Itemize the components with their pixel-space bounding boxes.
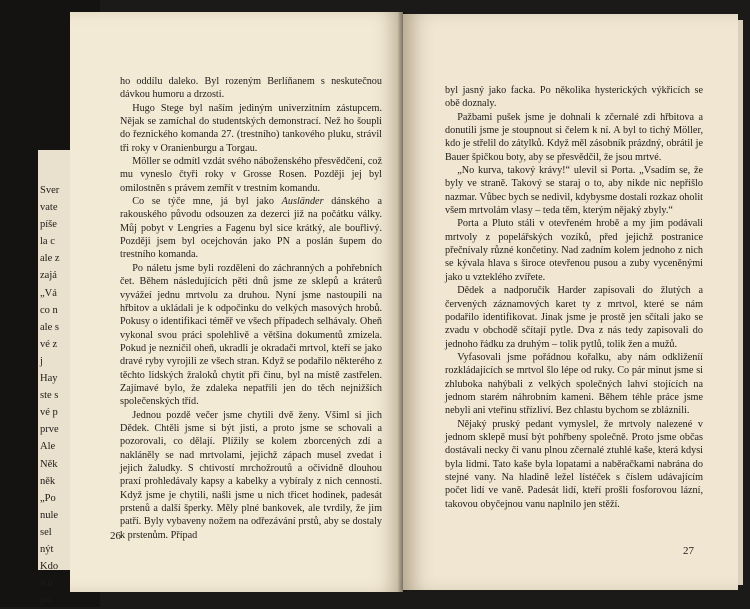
- background-line-fragment: po: [40, 595, 51, 607]
- background-line-fragment: Sver: [40, 185, 60, 196]
- paragraph: Porta a Pluto stáli v otevřeném hrobě a my jim podávali mrtvoly z popelářských vozíků, před jejichž postranice přečnívaly různé končetiny. Nad zadním kolem jednoho z nich se kývala hlava s široce otevřenou pusou a zuby vyceněnými jako u vzteklého zvířete.: [445, 218, 703, 283]
- paragraph: Möller se odmítl vzdát svého náboženského přesvědčení, což mu vyneslo čtyři roky v Grosse Rosen. Později jej byl omilostněn s právem zemřít v trestním komandu.: [120, 156, 382, 194]
- page-number: 27: [683, 545, 694, 557]
- paragraph: Nějaký pruský pedant vymyslel, že mrtvoly nalezené v jednom sklepě musí být pohřbeny společně. Proto jsme občas dostávali necky či vanu plnou zčernalé ztuhlé kaše, která kdysi byla lidmi. Tato kaše byla lopatami a naběračkami nabrána do stejné vany. Na hladině ležel lístéček s číslem udávajícím počet lidí ve vaně. Padesát lidí, kteří prošli fosforovou lázní, takovou obyčejnou vanu naplnilo jen stěží.: [445, 418, 703, 510]
- left-page-text: [120, 75, 382, 542]
- background-book-text: [40, 182, 70, 609]
- background-line-fragment: j: [40, 355, 43, 367]
- background-line-fragment: prve: [40, 424, 59, 436]
- paragraph: Jednou pozdě večer jsme chytili dvě ženy. Všiml si jich Dědek. Chtěli jsme si být jisti, a proto jsme se schovali a pozorovali, co dělají. Plížily se kolem zborcených zdí a nakláněly se nad mrtvolami, jejichž zápach musel zvedat i jejich žaludky. S chtivostí mrchožroutů a očividně dlouhou praxí prohledávaly kapsy a kabelky a vybíraly z nich cennosti. Když jsme je chytili, našli jsme u nich třicet hodinek, padesát prstenů a další šperky. Měly plné bankovek, ale tvrdily, že jim patří. Byly vybaveny nožem na odřezávání prstů, aby se dostaly k prstenům. Případ: [120, 409, 382, 541]
- background-line-fragment: Hay: [40, 373, 58, 385]
- background-line-fragment: vate: [40, 202, 58, 214]
- background-line-fragment: nýt: [40, 543, 54, 555]
- paragraph: „No kurva, takový krávy!“ ulevil si Porta. „Vsadím se, že byly ve straně. Takový se staraj o to, aby nikde nic nepřišlo nazmar. Vůbec bych se nedivil, kdybysme dostali rozkaz oholit všem mrtvolám vlasy – teda těm, kterým nějaký zbyly.“: [445, 165, 703, 217]
- background-line-fragment: „Po: [40, 492, 56, 504]
- background-line-fragment: vé p: [40, 407, 58, 419]
- background-line-fragment: sel: [40, 526, 52, 538]
- background-line-fragment: Něk: [40, 458, 58, 470]
- background-line-fragment: ale z: [40, 253, 60, 265]
- background-line-fragment: co n: [40, 304, 58, 316]
- background-line-fragment: „Vá: [40, 287, 57, 299]
- right-page: [403, 14, 738, 590]
- background-line-fragment: ste s: [40, 390, 59, 402]
- paragraph: Hugo Stege byl naším jediným univerzitním zástupcem. Nějak se zamíchal do studentských demonstrací. Než ho šoupli do řeznického komanda 27. (trestního) tankového pluku, strávil tři roky v Oranienburgu a Torgau.: [120, 102, 382, 154]
- paragraph: Po náletu jsme byli rozděleni do záchranných a pohřebních čet. Během následujících pěti dnů jsme ze sklepů a kráterů vyvážeí jednu mrtvolu za druhou. Nyní jsme nastoupili na hřbitov a ukládali je k odpočinku do velkých masových hrobů. Pokusy o identifikaci téměř ve všech případech selhávaly. Oheň vykonal svou práci spolehlivě a většina dokumentů zmizela. Pokud je nezničil oheň, ukradli je okradači mrtvol, kteří se jako dravé ryby vyrojili ze všech stran. Když se podařilo některého z těchto lidských žraloků chytit při činu, byl na místě zastřelen. Zajímavé bylo, že zdaleka nepatřili jen do těch nejnižších společenských tříd.: [120, 262, 382, 408]
- background-line-fragment: ale s: [40, 321, 59, 333]
- page-number: 26: [110, 530, 121, 542]
- left-page: [70, 12, 403, 592]
- paragraph: Co se týče mne, já byl jako Ausländer dánského a rakouského původu odsouzen za dezerci již na počátku války. Můj pobyt v Lengries a Fagenu byl sice krátký, ale bouřlivý. Později jsem byl ocejchován jako PN a poslán šupem do trestního komanda.: [120, 196, 382, 261]
- background-line-fragment: zajá: [40, 270, 57, 282]
- background-line-fragment: Kdo: [40, 561, 59, 573]
- paragraph: Pažbami pušek jsme je dohnali k zčernalé zdi hřbitova a donutili jsme je stoupnout si čelem k ní. A byl to tichý Möller, kdo je střelil do zátylků. Když měl zásobník prázdný, obrátil je Bauer špičkou boty, aby se přesvědčil, že jsou mrtvé.: [445, 111, 703, 163]
- right-page-text: [445, 84, 703, 511]
- paragraph: Dědek a nadporučík Harder zapisovali do žlutých a červených záznamových karet ty z mrtvol, které se nám podařilo identifikovat. Jinak jsme je prostě jen sčítali jako se zvadu v obchodě sčítají pytle. Dva z nás tedy zapisovali do jednoho řádku za druhým – tolik pytlů, tolik žen a mužů.: [445, 285, 703, 350]
- background-line-fragment: něk: [40, 475, 56, 487]
- background-line-fragment: nule: [40, 509, 59, 521]
- background-line-fragment: vé z: [40, 338, 58, 350]
- paragraph: ho oddílu daleko. Byl rozeným Berlíňanem s neskutečnou dávkou humoru a drzosti.: [120, 76, 382, 101]
- paragraph: byl jasný jako facka. Po několika hysterických výkřicích se obě doznaly.: [445, 85, 703, 110]
- background-line-fragment: Ků: [40, 578, 53, 590]
- paragraph: Vyfasovali jsme pořádnou kořalku, aby nám odkliženíí rozkládajících se mrtvol šlo lépe od ruky. Co pár minut jsme si zhluboka nahýbali z velkých společných lahví stojících na jednom starém náhrobním kameni. Během téhle práce jsme nebyli ani vteřinu střízliví. Bez chlastu bychom se zbláznili.: [445, 351, 703, 417]
- background-line-fragment: píše: [40, 219, 57, 231]
- background-line-fragment: la c: [40, 236, 55, 248]
- background-line-fragment: Ale: [40, 441, 56, 453]
